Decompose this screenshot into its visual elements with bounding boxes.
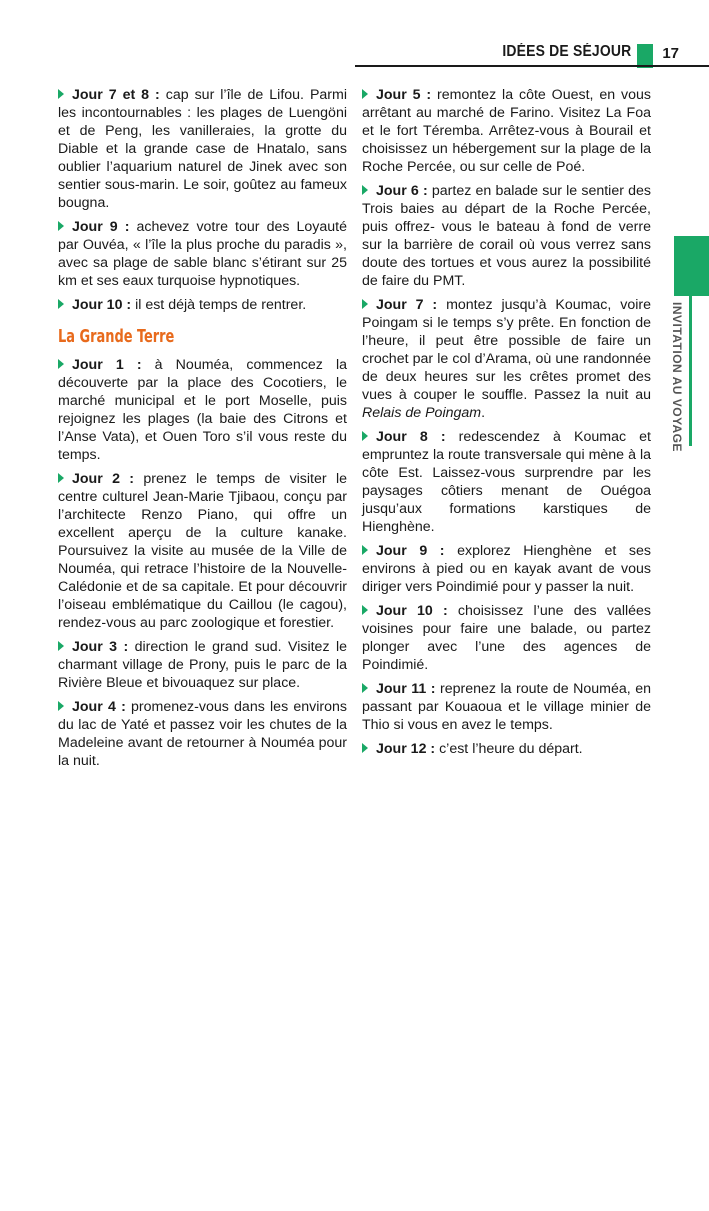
day-text: prenez le temps de visiter le centre culturel Jean-Marie Tjibaou, conçu par l’architecte Renzo Piano, qui offre un excellent aperçu de la culture kanake. Poursuivez la visite au musée de la Ville de Nouméa, qui retrace l’histoire de la Nouvelle-Calédonie et de sa capitale. Et pour découvrir l’oiseau emblématique du Caillou (le cagou), rendez-vous au parc zoologique et forestier. — [58, 471, 347, 631]
bullet-arrow-icon — [58, 473, 64, 483]
day-text: choisissez l’une des vallées voisines pour faire une balade, ou partez plonger avec l’une des agences de Poindimié. — [362, 603, 651, 673]
running-header — [355, 40, 709, 68]
bullet-arrow-icon — [58, 359, 64, 369]
itinerary-entry — [58, 218, 347, 290]
bullet-arrow-icon — [362, 605, 368, 615]
right-entries — [362, 86, 651, 758]
header-rule — [355, 65, 709, 67]
itinerary-entry — [58, 638, 347, 692]
bullet-arrow-icon — [362, 299, 368, 309]
day-label: Jour 3 : — [72, 639, 129, 655]
day-text: montez jusqu’à Koumac, voire Poingam si le temps s’y prête. En fonction de l’heure, il peut être possible de faire un crochet par le col d’Arama, où une randonnée de deux heures sur les crêtes promet des vues à couper le souffle. Passez la nuit au — [362, 297, 651, 403]
page-number: 17 — [662, 45, 679, 62]
place-name-italic: Relais de Poingam — [362, 405, 482, 421]
day-text: direction le grand sud. Visitez le charmant village de Prony, puis le parc de la Rivière Bleue et bivouaquez sur place. — [58, 639, 347, 691]
itinerary-entry — [362, 428, 651, 536]
day-text: remontez la côte Ouest, en vous arrêtant au marché de Farino. Visitez La Foa et le fort Téremba. Arrêtez-vous à Bourail et choisissez un hébergement sur la plage de la Roche Percée, ou sur celle de Poé. — [362, 87, 651, 175]
day-label: Jour 9 : — [376, 543, 445, 559]
side-tab-text: INVITATION AU VOYAGE — [670, 302, 684, 453]
itinerary-entry — [362, 296, 651, 422]
bullet-arrow-icon — [362, 743, 368, 753]
bullet-arrow-icon — [58, 221, 64, 231]
bullet-arrow-icon — [58, 89, 64, 99]
day-text-tail: . — [481, 405, 486, 421]
day-label: Jour 1 : — [72, 357, 142, 373]
day-label: Jour 5 : — [376, 87, 432, 103]
day-text: reprenez la route de Nouméa, en passant par Kouaoua et le village minier de Thio si vous en avez le temps. — [362, 681, 652, 733]
day-label: Jour 12 : — [376, 741, 436, 757]
day-label: Jour 10 : — [376, 603, 448, 619]
header-title: IDÉES DE SÉJOUR — [501, 43, 631, 60]
itinerary-entry — [58, 356, 347, 464]
left-entries-after — [58, 356, 347, 770]
bullet-arrow-icon — [58, 641, 64, 651]
itinerary-entry — [58, 296, 347, 314]
itinerary-entry — [362, 182, 651, 290]
itinerary-entry — [58, 86, 347, 212]
day-label: Jour 7 : — [376, 297, 438, 313]
day-text: partez en balade sur le sentier des Trois baies au départ de la Roche Percée, puis offrez- vous le bateau à fond de verre sur la barrière de corail où vous verrez sans doute des tortues et vous aurez la possibilité de faire du PMT. — [362, 183, 651, 289]
bullet-arrow-icon — [58, 299, 64, 309]
day-label: Jour 2 : — [72, 471, 135, 487]
bullet-arrow-icon — [362, 545, 368, 555]
day-text: explorez Hienghène et ses environs à pied ou en kayak avant de vous diriger vers Poindimié pour y passer la nuit. — [362, 543, 651, 595]
day-text: cap sur l’île de Lifou. Parmi les incontournables : les plages de Luengöni et de Peng, les vanilleraies, la grotte du Diable et la grande case de Hnatalo, sans oublier l’aquarium naturel de Jinek avec son sentier sous-marin. Le soir, goûtez au fameux bougna. — [58, 87, 348, 211]
bullet-arrow-icon — [58, 701, 64, 711]
bullet-arrow-icon — [362, 89, 368, 99]
day-label: Jour 9 : — [72, 219, 130, 235]
day-label: Jour 11 : — [376, 681, 436, 697]
itinerary-entry — [58, 470, 347, 632]
section-title-grande-terre: La Grande Terre — [58, 326, 175, 347]
left-column — [58, 86, 347, 776]
day-text: à Nouméa, commencez la découverte par la place des Cocotiers, le marché municipal et le port Moselle, puis rejoignez les plages (la baie des Citrons et l’Anse Vata), et Ouen Toro s’il vous reste du temps. — [58, 357, 347, 463]
right-column — [362, 86, 651, 764]
itinerary-entry — [362, 740, 651, 758]
day-label: Jour 10 : — [72, 297, 132, 313]
day-label: Jour 7 et 8 : — [72, 87, 160, 103]
bullet-arrow-icon — [362, 185, 368, 195]
day-text: achevez votre tour des Loyauté par Ouvéa, « l’île la plus proche du paradis », avec sa plage de sable blanc s’étirant sur 25 km et ses eaux turquoise hypnotiques. — [58, 219, 347, 289]
itinerary-entry — [362, 680, 651, 734]
day-text: redescendez à Koumac et empruntez la route transversale qui mène à la côte Est. Laissez-vous surprendre par les paysages côtiers menant de Ouégoa jusqu’aux formations karstiques de Hienghène. — [362, 429, 651, 535]
day-label: Jour 8 : — [376, 429, 446, 445]
day-text: il est déjà temps de rentrer. — [131, 297, 307, 313]
itinerary-entry — [362, 86, 651, 176]
left-entries-before — [58, 86, 347, 314]
side-tab-label — [670, 302, 690, 452]
day-text: promenez-vous dans les environs du lac de Yaté et passez voir les chutes de la Madeleine avant de retourner à Nouméa pour la nuit. — [58, 699, 348, 769]
bullet-arrow-icon — [362, 683, 368, 693]
day-text: c’est l’heure du départ. — [435, 741, 583, 757]
day-label: Jour 6 : — [376, 183, 428, 199]
itinerary-entry — [58, 698, 347, 770]
bullet-arrow-icon — [362, 431, 368, 441]
side-tab-marker — [674, 236, 709, 296]
itinerary-entry — [362, 602, 651, 674]
day-label: Jour 4 : — [72, 699, 126, 715]
itinerary-entry — [362, 542, 651, 596]
